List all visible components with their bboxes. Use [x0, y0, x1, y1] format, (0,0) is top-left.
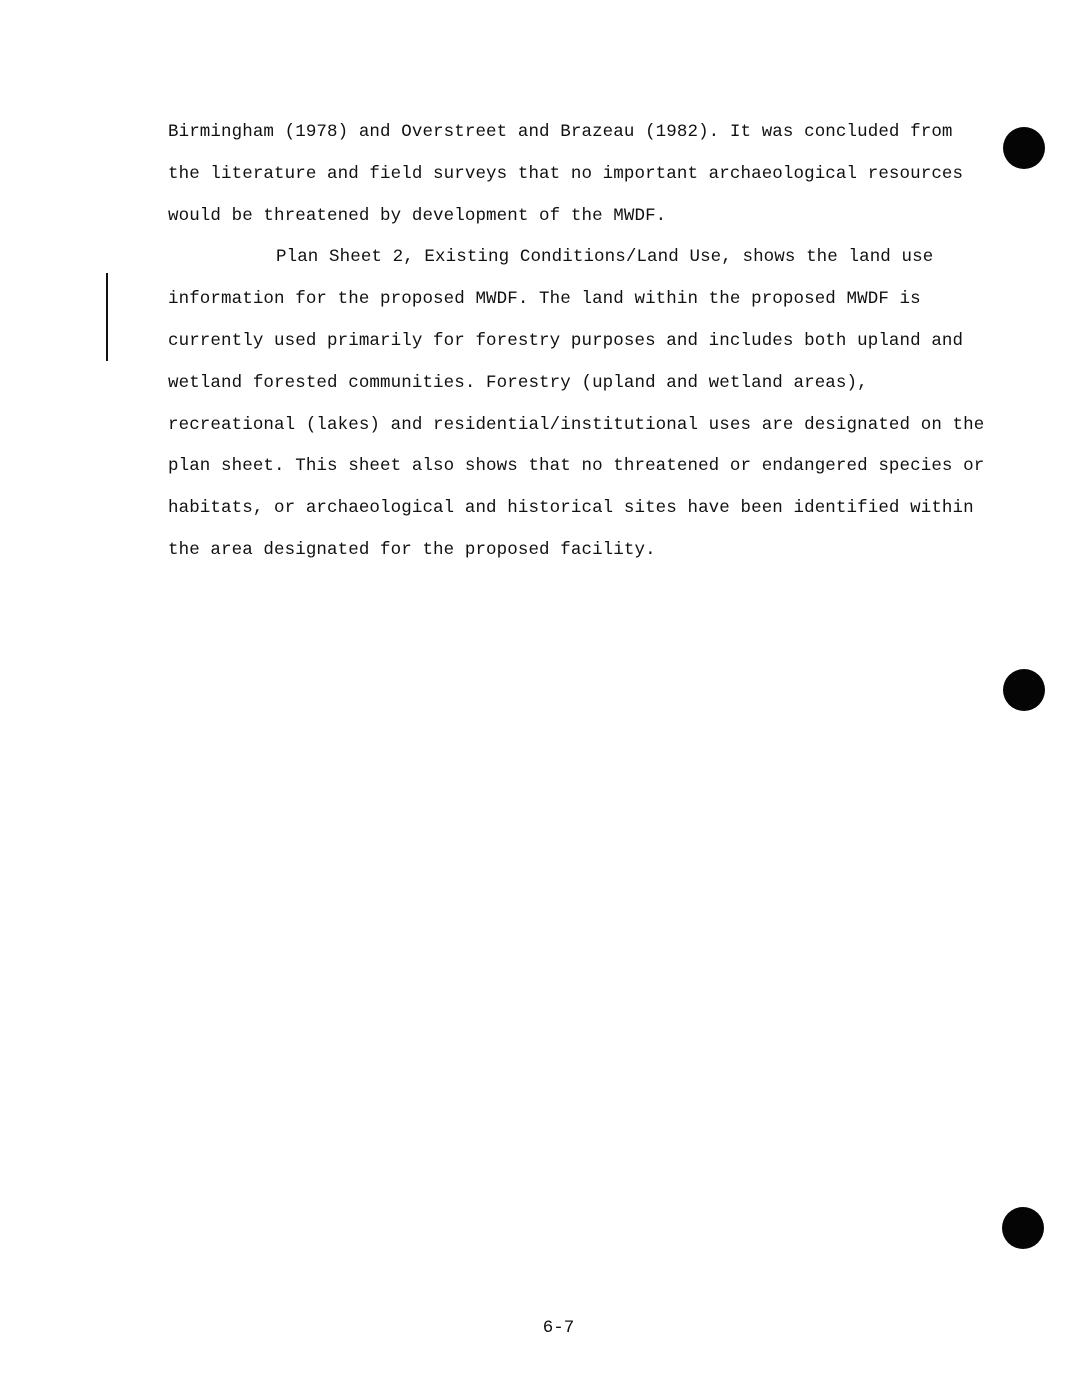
revision-change-bar — [106, 273, 108, 361]
punch-hole — [1002, 1207, 1044, 1249]
text-line: information for the proposed MWDF. The land within the proposed MWDF is — [168, 289, 921, 310]
text-line: plan sheet. This sheet also shows that no threatened or endangered species or — [168, 456, 985, 477]
text-line: wetland forested communities. Forestry (upland and wetland areas), — [168, 372, 868, 393]
text-line: currently used primarily for forestry purposes and includes both upland and — [168, 330, 964, 351]
body-text — [168, 112, 998, 572]
text-line: Birmingham (1978) and Overstreet and Brazeau (1982). It was concluded from — [168, 122, 953, 142]
text-line: the area designated for the proposed facility. — [168, 539, 656, 560]
page-number: 6-7 — [542, 1318, 575, 1338]
text-line: would be threatened by development of the MWDF. — [168, 205, 667, 226]
text-line: habitats, or archaeological and historical sites have been identified within — [168, 498, 974, 519]
text-line: the literature and field surveys that no important archaeological resources — [168, 163, 964, 184]
paragraph-2 — [168, 237, 998, 571]
punch-hole — [1003, 127, 1045, 169]
text-line: recreational (lakes) and residential/institutional uses are designated on the — [168, 414, 985, 435]
punch-hole — [1003, 669, 1045, 711]
paragraph-1 — [168, 112, 998, 237]
text-line: Plan Sheet 2, Existing Conditions/Land Use, shows the land use — [276, 247, 934, 268]
